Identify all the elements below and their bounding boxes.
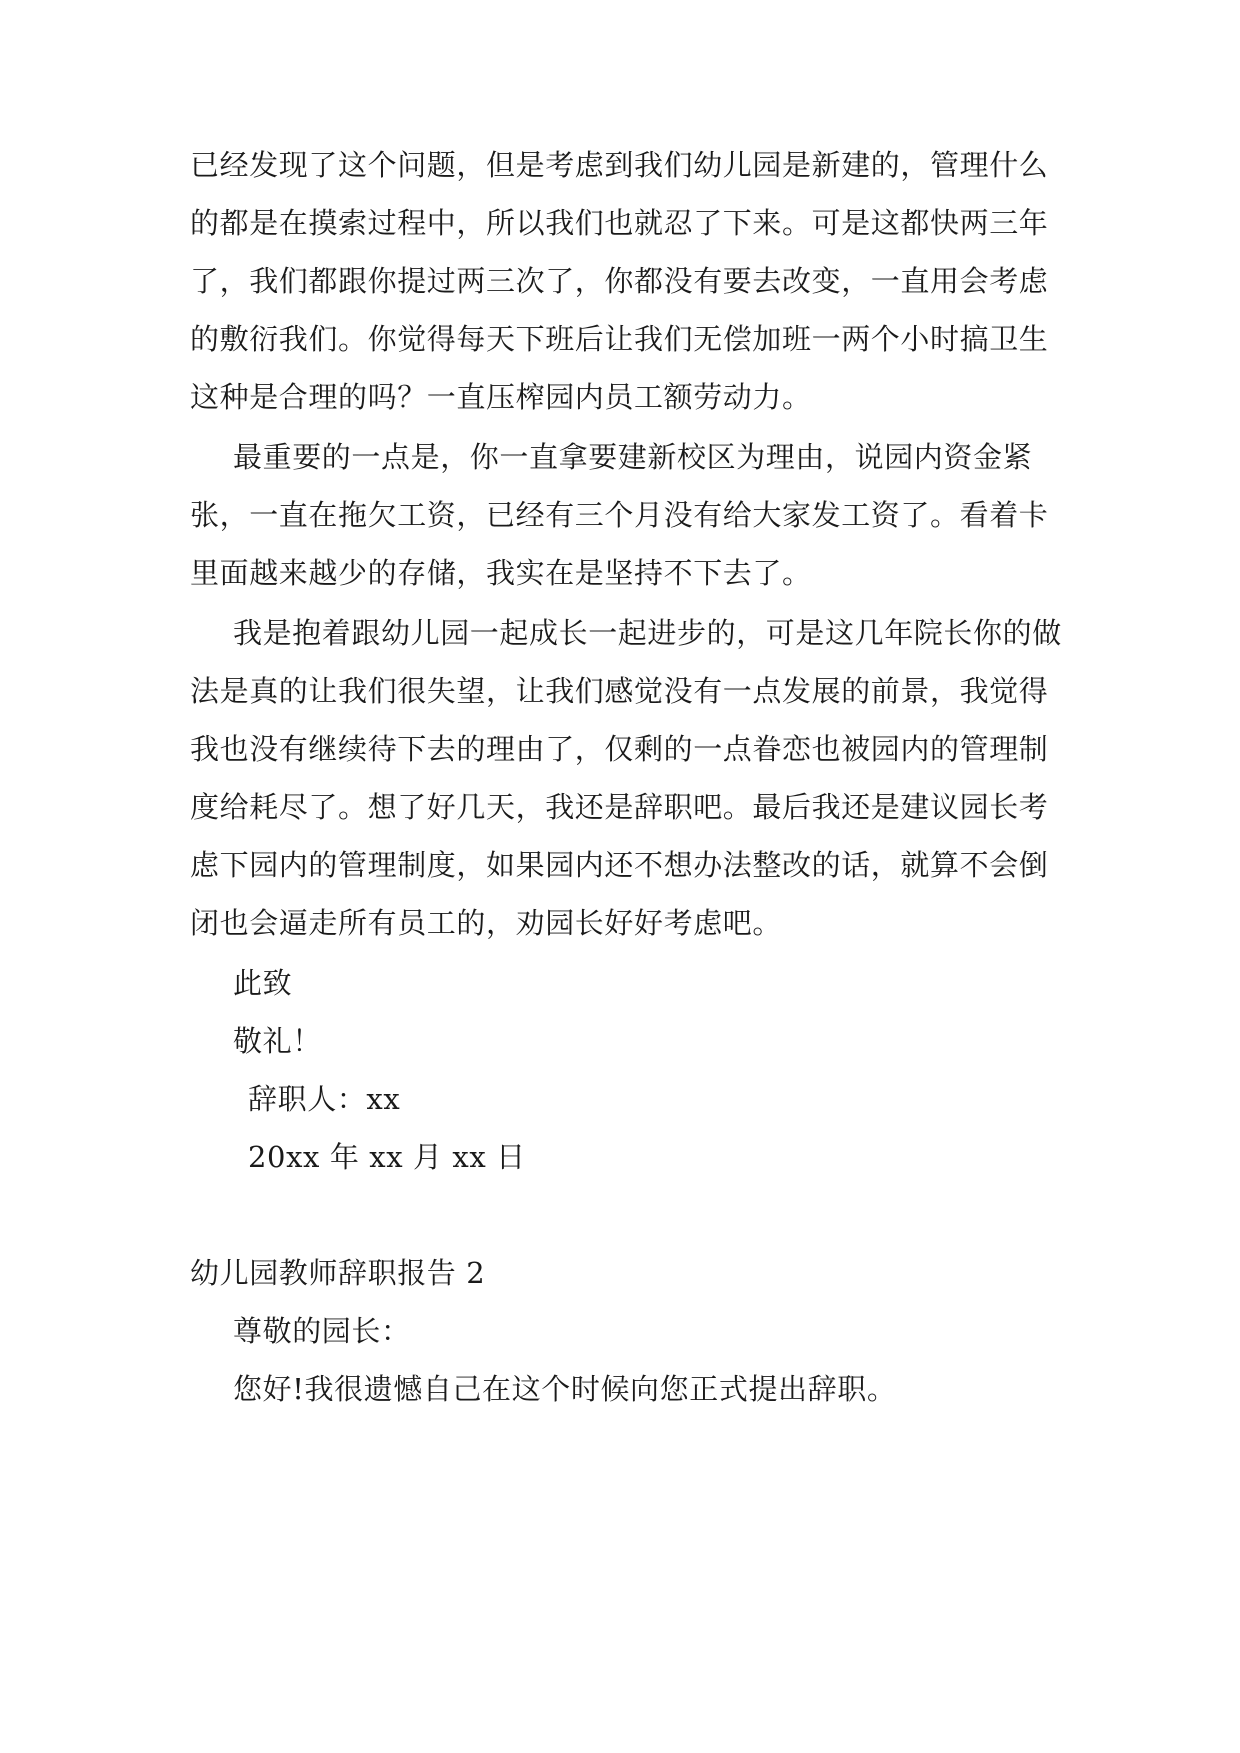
section-title: 幼儿园教师辞职报告 2 bbox=[190, 1256, 486, 1290]
paragraph-2-line-3: 里面越来越少的存储，我实在是坚持不下去了。 bbox=[190, 556, 812, 590]
paragraph-1-line-5: 这种是合理的吗？一直压榨园内员工额劳动力。 bbox=[190, 380, 812, 414]
paragraph-1-line-4: 的敷衍我们。你觉得每天下班后让我们无偿加班一两个小时搞卫生 bbox=[190, 322, 1049, 356]
paragraph-1-line-1: 已经发现了这个问题，但是考虑到我们幼儿园是新建的，管理什么 bbox=[190, 148, 1049, 182]
opening-text: 您好!我很遗憾自己在这个时候向您正式提出辞职。 bbox=[233, 1372, 897, 1406]
salute-text: 敬礼！ bbox=[233, 1024, 322, 1058]
paragraph-3-line-3: 我也没有继续待下去的理由了，仅剩的一点眷恋也被园内的管理制 bbox=[190, 732, 1049, 766]
paragraph-1-line-2: 的都是在摸索过程中，所以我们也就忍了下来。可是这都快两三年 bbox=[190, 206, 1049, 240]
paragraph-3-line-4: 度给耗尽了。想了好几天，我还是辞职吧。最后我还是建议园长考 bbox=[190, 790, 1049, 824]
greeting-text: 尊敬的园长： bbox=[233, 1314, 411, 1348]
paragraph-2-line-1: 最重要的一点是，你一直拿要建新校区为理由，说园内资金紧 bbox=[233, 440, 1033, 474]
paragraph-2-line-2: 张，一直在拖欠工资，已经有三个月没有给大家发工资了。看着卡 bbox=[190, 498, 1049, 532]
paragraph-3-line-1: 我是抱着跟幼儿园一起成长一起进步的，可是这几年院长你的做 bbox=[233, 616, 1062, 650]
date-line: 20xx 年 xx 月 xx 日 bbox=[248, 1140, 526, 1174]
paragraph-3-line-5: 虑下园内的管理制度，如果园内还不想办法整改的话，就算不会倒 bbox=[190, 848, 1049, 882]
closing-text: 此致 bbox=[233, 966, 293, 1000]
paragraph-3-line-2: 法是真的让我们很失望，让我们感觉没有一点发展的前景，我觉得 bbox=[190, 674, 1049, 708]
signature-line: 辞职人：xx bbox=[248, 1082, 401, 1116]
paragraph-1-line-3: 了，我们都跟你提过两三次了，你都没有要去改变，一直用会考虑 bbox=[190, 264, 1049, 298]
paragraph-3-line-6: 闭也会逼走所有员工的，劝园长好好考虑吧。 bbox=[190, 906, 783, 940]
